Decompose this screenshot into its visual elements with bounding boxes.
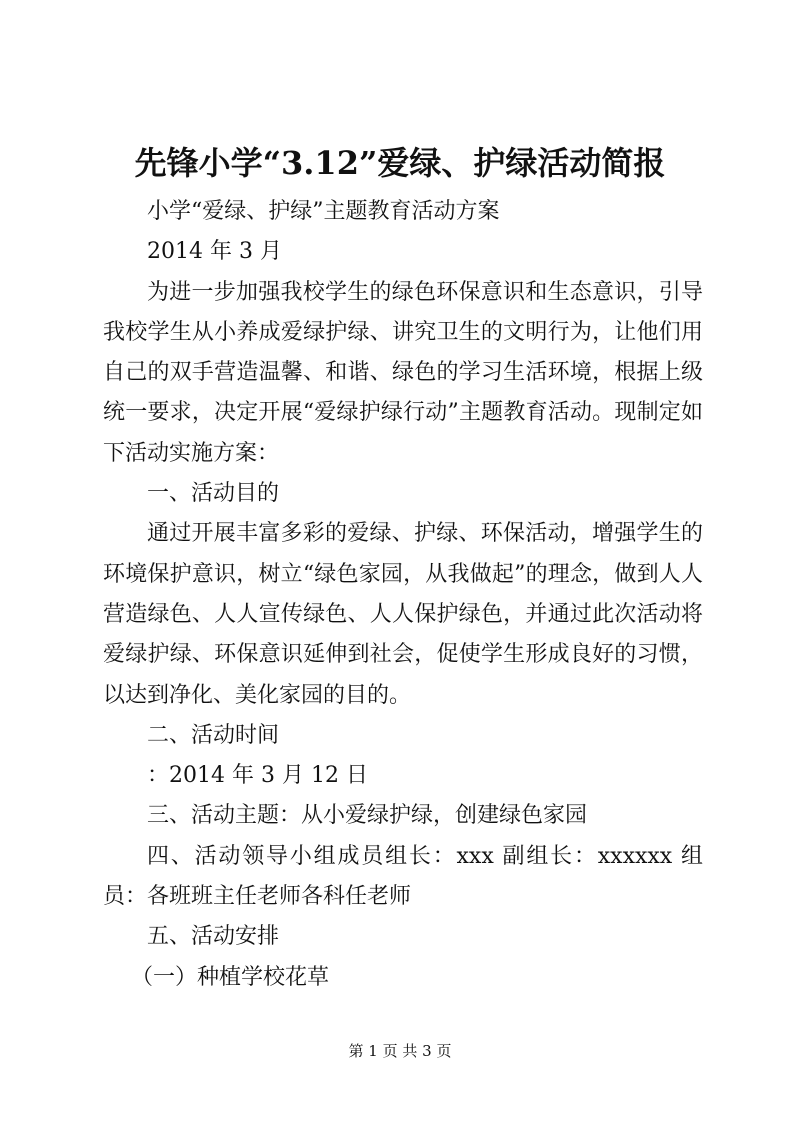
purpose-paragraph: 通过开展丰富多彩的爱绿、护绿、环保活动，增强学生的环境保护意识，树立“绿色家园，从我做起”的理念，做到人人营造绿色、人人宣传绿色、人人保护绿色，并通过此次活动将爱绿护绿、环保意识延伸到社会，促使学生形成良好的习惯，以达到净化、美化家园的目的。: [103, 521, 703, 708]
page-footer: 第 1 页 共 3 页: [348, 1042, 452, 1060]
subsection-heading-planting: （一）种植学校花草: [131, 964, 330, 990]
document-title: 先锋小学“3.12”爱绿、护绿活动简报: [134, 144, 666, 182]
section-heading-time: 二、活动时间: [147, 722, 280, 748]
leadership-paragraph: 四、活动领导小组成员组长：xxx 副组长：xxxxxx 组员：各班班主任老师各科任老师: [103, 843, 703, 910]
section-heading-purpose: 一、活动目的: [147, 481, 280, 507]
date-line: 2014 年 3 月: [147, 239, 282, 265]
time-line: ：2014 年 3 月 12 日: [147, 763, 368, 789]
document-body: [103, 192, 703, 998]
theme-line: 三、活动主题：从小爱绿护绿，创建绿色家园: [147, 803, 588, 829]
intro-paragraph: 为进一步加强我校学生的绿色环保意识和生态意识，引导我校学生从小养成爱绿护绿、讲究卫生的文明行为，让他们用自己的双手营造温馨、和谐、绿色的学习生活环境，根据上级统一要求，决定开展“爱绿护绿行动”主题教育活动。现制定如下活动实施方案：: [103, 279, 703, 466]
section-heading-arrangement: 五、活动安排: [147, 924, 280, 950]
subtitle-line: 小学“爱绿、护绿”主题教育活动方案: [147, 199, 500, 224]
